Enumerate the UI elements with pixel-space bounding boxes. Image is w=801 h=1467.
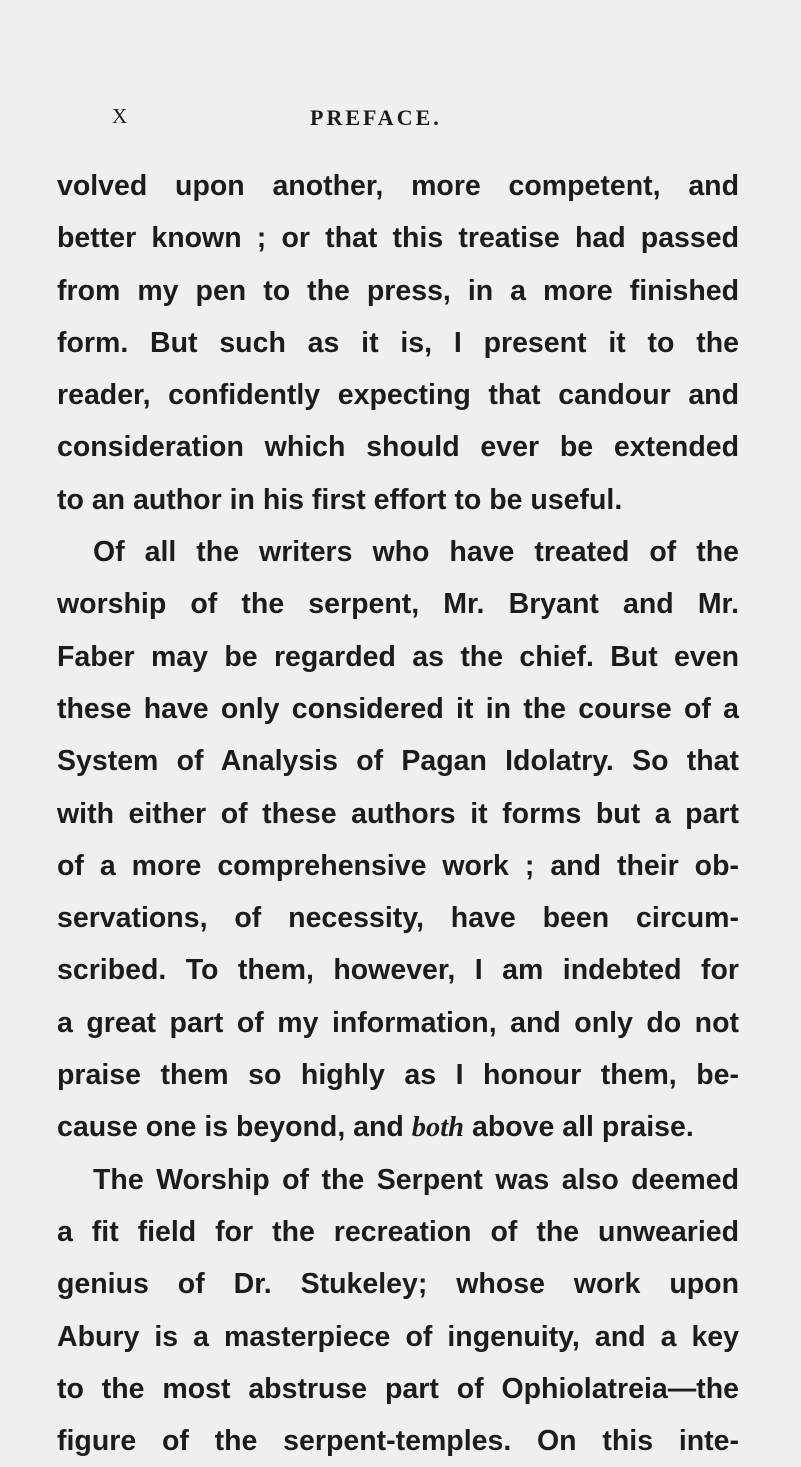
text-line: genius of Dr. Stukeley; whose work upon	[57, 1268, 739, 1301]
text-line: figure of the serpent-temples. On this inte-	[57, 1425, 739, 1458]
text-line: Faber may be regarded as the chief. But even	[57, 640, 739, 673]
text-line: scribed. To them, however, I am indebted for	[57, 954, 739, 987]
text-line	[57, 1101, 739, 1153]
text-fragment: cause one is beyond, and	[57, 1111, 412, 1144]
text-line: a great part of my information, and only do not	[57, 1006, 739, 1039]
text-line: to the most abstruse part of Ophiolatreia—the	[57, 1372, 739, 1405]
text-line: form. But such as it is, I present it to the	[57, 326, 739, 359]
running-title: PREFACE.	[310, 105, 442, 130]
italic-emphasis: both	[411, 1112, 465, 1144]
text-line: servations, of necessity, have been circum-	[57, 902, 739, 935]
text-line: of a more comprehensive work ; and their ob-	[57, 849, 739, 882]
text-line: Abury is a masterpiece of ingenuity, and a key	[57, 1320, 739, 1353]
text-line: System of Analysis of Pagan Idolatry. So that	[57, 745, 739, 778]
text-line: Of all the writers who have treated of the	[93, 536, 739, 569]
text-line: better known ; or that this treatise had passed	[57, 222, 739, 255]
text-line: from my pen to the press, in a more finished	[57, 274, 739, 307]
page-number: X	[112, 104, 129, 128]
text-line: reader, confidently expecting that candour and	[57, 379, 739, 412]
text-fragment: above all praise.	[464, 1111, 694, 1144]
text-line: to an author in his first effort to be useful.	[57, 483, 623, 516]
text-line: with either of these authors it forms but a part	[57, 797, 739, 830]
text-line: a fit field for the recreation of the unwearied	[57, 1215, 739, 1248]
text-line: volved upon another, more competent, and	[57, 170, 739, 202]
text-line: consideration which should ever be extended	[57, 431, 739, 464]
running-head	[0, 104, 801, 140]
text-line: worship of the serpent, Mr. Bryant and Mr.	[57, 588, 739, 621]
text-line: praise them so highly as I honour them, be-	[57, 1059, 739, 1092]
text-line: The Worship of the Serpent was also deemed	[93, 1163, 739, 1196]
body-text	[57, 160, 739, 1467]
text-line: these have only considered it in the course of a	[57, 692, 739, 725]
